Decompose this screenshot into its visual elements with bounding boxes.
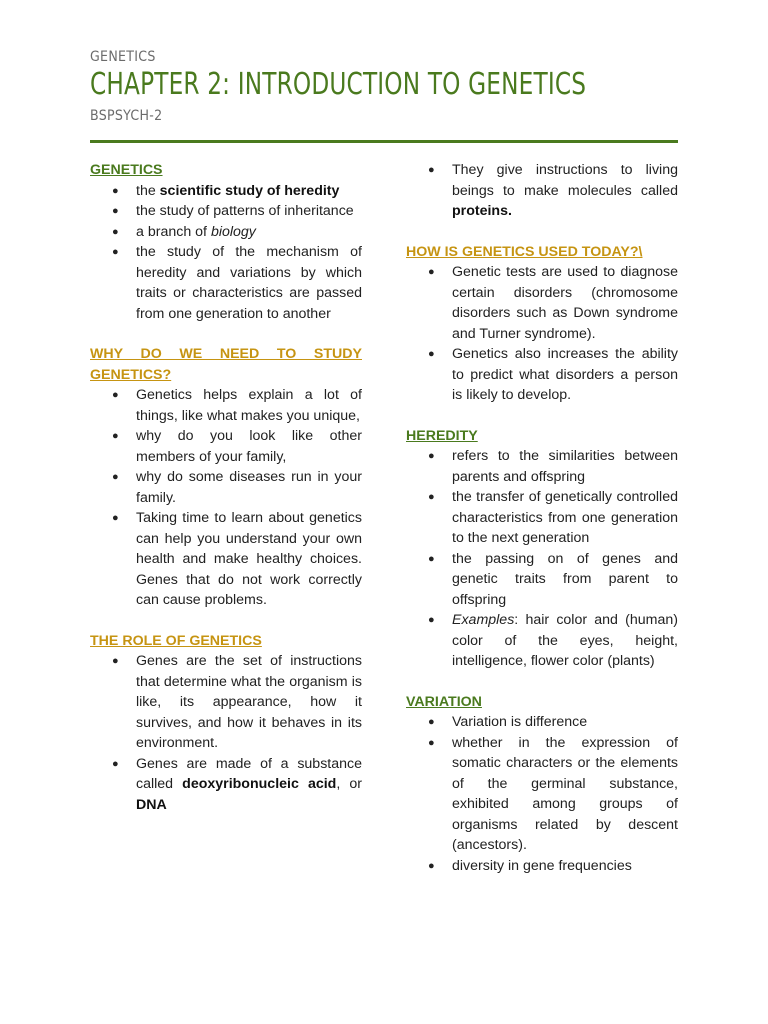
list-item: ● Examples: hair color and (human) color of the eyes, height, intelligence, flower color (plants) bbox=[428, 612, 678, 669]
section-genetics-used-today bbox=[406, 242, 678, 406]
section-heading: WHY DO WE NEED TO STUDY GENETICS? bbox=[90, 346, 362, 383]
list-item: ● Genetic tests are used to diagnose certain disorders (chromosome disorders such as Down syndrome and Turner syndrome). bbox=[428, 264, 678, 342]
bullet-icon: ● bbox=[112, 430, 119, 442]
bullet-icon: ● bbox=[112, 471, 119, 483]
bullet-icon: ● bbox=[428, 348, 435, 360]
bullet-icon: ● bbox=[112, 246, 119, 258]
list-item: ● why do some diseases run in your family. bbox=[112, 469, 362, 506]
section-heading: VARIATION bbox=[406, 693, 482, 710]
list-item: ● the transfer of genetically controlled characteristics from one generation to the next generation bbox=[428, 489, 678, 546]
bullet-icon: ● bbox=[112, 389, 119, 401]
document-header bbox=[90, 44, 678, 124]
list-item: ● Genes are made of a substance called deoxyribonucleic acid, or DNA bbox=[112, 755, 362, 813]
section-heading: GENETICS bbox=[90, 162, 163, 178]
section-role-continued bbox=[406, 160, 678, 222]
list-item: ● refers to the similarities between parents and offspring bbox=[428, 448, 678, 485]
section-heading: HOW IS GENETICS USED TODAY?\ bbox=[406, 243, 643, 260]
bullet-list bbox=[90, 181, 362, 325]
bullet-icon: ● bbox=[428, 859, 435, 872]
bullet-icon: ● bbox=[428, 450, 435, 462]
list-item: ● diversity in gene frequencies bbox=[406, 856, 678, 877]
list-item: ● the passing on of genes and genetic traits from parent to offspring bbox=[428, 550, 678, 608]
section-heredity bbox=[406, 426, 678, 672]
bullet-icon: ● bbox=[428, 266, 435, 278]
list-item: ● Genes are the set of instructions that determine what the organism is like, its appearance, how it survives, and how it behaves in its environment. bbox=[112, 653, 362, 751]
section-why-study bbox=[90, 344, 362, 611]
bullet-list bbox=[90, 651, 362, 815]
bullet-icon: ● bbox=[428, 164, 435, 176]
page-title: CHAPTER 2: INTRODUCTION TO GENETICS bbox=[90, 67, 587, 102]
bullet-list bbox=[406, 446, 678, 672]
bullet-icon: ● bbox=[428, 491, 435, 503]
bullet-icon: ● bbox=[428, 736, 435, 749]
bullet-icon: ● bbox=[112, 225, 119, 238]
list-item: ● the scientific study of heredity bbox=[90, 181, 362, 202]
bullet-icon: ● bbox=[112, 757, 119, 770]
bullet-list bbox=[406, 712, 678, 876]
section-genetics bbox=[90, 160, 362, 324]
list-item: ● Taking time to learn about genetics can help you understand your own health and make healthy choices. Genes that do not work correctly can cause problems. bbox=[112, 510, 362, 608]
bullet-list bbox=[406, 160, 678, 222]
class-code: BSPSYCH-2 bbox=[90, 108, 163, 124]
list-item: ● the study of the mechanism of heredity and variations by which traits or characteristics are passed from one generation to another bbox=[112, 244, 362, 322]
bullet-icon: ● bbox=[428, 614, 435, 626]
bullet-list bbox=[90, 385, 362, 611]
bullet-icon: ● bbox=[112, 184, 119, 197]
bullet-icon: ● bbox=[428, 716, 435, 728]
section-heading: HEREDITY bbox=[406, 427, 478, 444]
header-divider bbox=[90, 140, 678, 143]
list-item: ● a branch of biology bbox=[90, 222, 362, 243]
section-heading: THE ROLE OF GENETICS bbox=[90, 632, 262, 649]
right-column bbox=[406, 160, 678, 896]
section-role-of-genetics bbox=[90, 631, 362, 816]
bullet-icon: ● bbox=[428, 552, 435, 565]
list-item: ● Variation is difference bbox=[406, 712, 678, 733]
list-item: ● whether in the expression of somatic characters or the elements of the germinal substance, exhibited among groups of organisms related by descent (ancestors). bbox=[428, 734, 678, 853]
list-item: ● Genetics helps explain a lot of things, like what makes you unique, bbox=[112, 387, 362, 424]
bullet-icon: ● bbox=[112, 655, 119, 667]
list-item: ● the study of patterns of inheritance bbox=[90, 201, 362, 222]
left-column bbox=[90, 160, 362, 835]
course-label: GENETICS bbox=[90, 49, 156, 65]
list-item: ● They give instructions to living beings to make molecules called proteins. bbox=[428, 162, 678, 219]
list-item: ● why do you look like other members of your family, bbox=[112, 428, 362, 465]
list-item: ● Genetics also increases the ability to predict what disorders a person is likely to develop. bbox=[428, 346, 678, 403]
bullet-icon: ● bbox=[112, 205, 119, 217]
section-variation bbox=[406, 692, 678, 877]
bullet-list bbox=[406, 262, 678, 406]
bullet-icon: ● bbox=[112, 512, 119, 524]
